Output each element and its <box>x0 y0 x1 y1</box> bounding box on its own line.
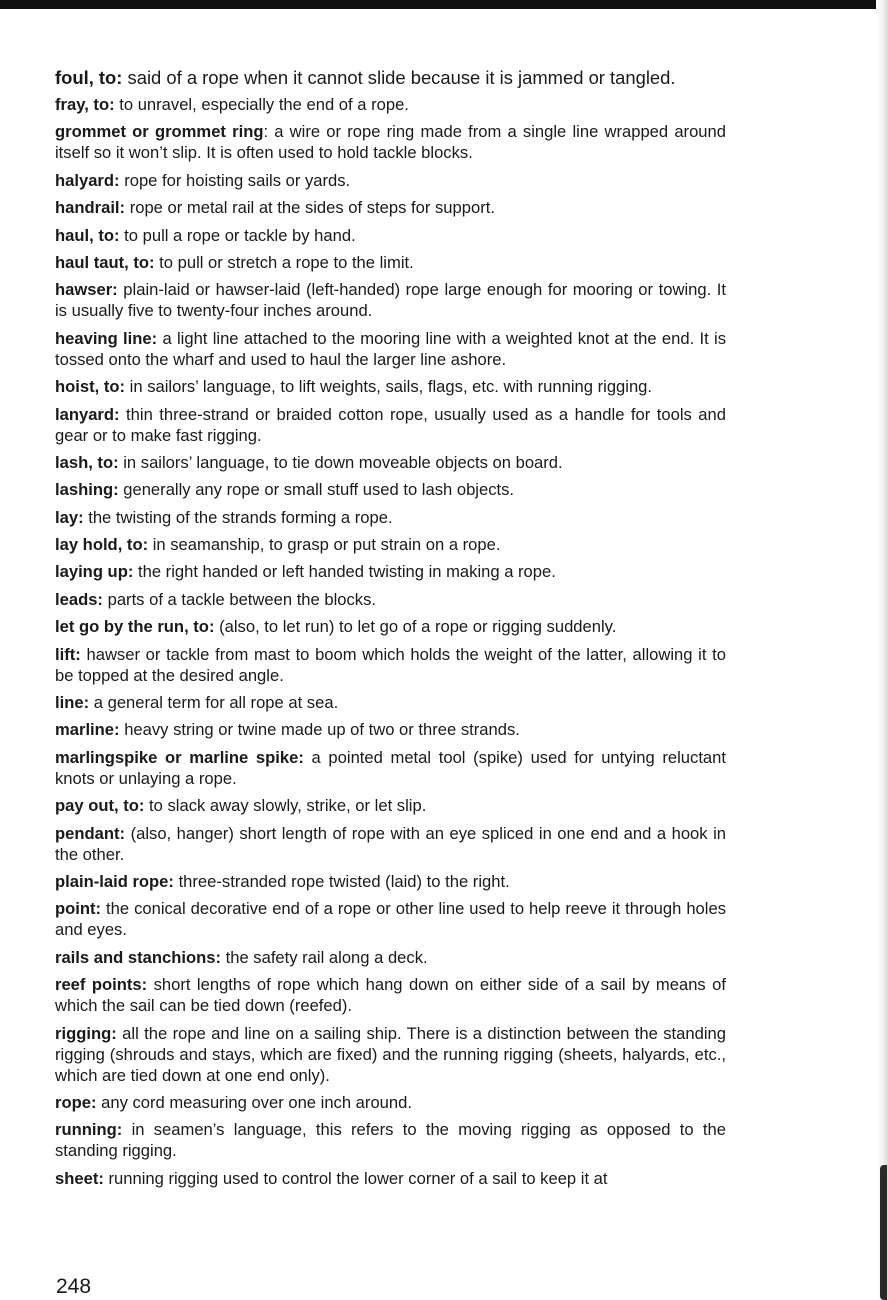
glossary-definition: said of a rope when it cannot slide because it is jammed or tangled. <box>127 67 676 88</box>
glossary-entry <box>55 507 726 528</box>
glossary-definition: in seamen’s language, this refers to the moving rigging as opposed to the standing rigging. <box>55 1120 726 1161</box>
glossary-definition: the twisting of the strands forming a rope. <box>88 507 393 527</box>
glossary-term: handrail: <box>55 198 126 218</box>
glossary-entry <box>55 225 726 246</box>
page-right-edge <box>876 0 888 1300</box>
glossary-entry <box>55 747 726 789</box>
glossary-definition: short lengths of rope which hang down on either side of a sail by means of which the sail can be tied down (reefed). <box>55 975 726 1016</box>
glossary-definition: running rigging used to control the lower corner of a sail to keep it at <box>108 1168 608 1188</box>
glossary-entry <box>55 279 726 321</box>
glossary-entry <box>55 947 726 968</box>
glossary-definition: to slack away slowly, strike, or let slip. <box>149 796 427 816</box>
glossary-definition: a light line attached to the mooring line with a weighted knot at the end. It is tossed onto the wharf and used to haul the larger line ashore. <box>55 328 726 369</box>
glossary-definition: in sailors’ language, to lift weights, sails, flags, etc. with running rigging. <box>129 377 653 397</box>
glossary-entry <box>55 452 726 473</box>
glossary-definition: in seamanship, to grasp or put strain on a rope. <box>152 535 501 555</box>
glossary-definition: all the rope and line on a sailing ship. There is a distinction between the standing rigging (shrouds and stays, which are fixed) and the running rigging (sheets, halyards, etc., which are tied down at one end only). <box>55 1023 726 1085</box>
glossary-definition: rope or metal rail at the sides of steps for support. <box>129 198 495 218</box>
glossary-term: marlingspike or marline spike: <box>55 747 304 767</box>
glossary-entry <box>55 534 726 555</box>
glossary-entry <box>55 644 726 686</box>
glossary-definition: in sailors’ language, to tie down moveable objects on board. <box>123 452 563 472</box>
glossary-term: heaving line: <box>55 328 158 348</box>
glossary-definition: : a wire or rope ring made from a single line wrapped around itself so it won’t slip. It is often used to hold tackle blocks. <box>55 122 726 163</box>
glossary-definition: parts of a tackle between the blocks. <box>107 589 377 609</box>
glossary-definition: a general term for all rope at sea. <box>93 693 339 713</box>
glossary-term: lashing: <box>55 480 119 500</box>
glossary-term: sheet: <box>55 1168 104 1188</box>
glossary-term: rope: <box>55 1092 97 1112</box>
glossary-term: lash, to: <box>55 452 119 472</box>
glossary-definition: the safety rail along a deck. <box>225 947 428 967</box>
glossary-entry <box>55 197 726 218</box>
glossary-entry <box>55 479 726 500</box>
page-number: 248 <box>56 1275 92 1298</box>
page-top-edge <box>0 0 888 9</box>
glossary-entry <box>55 328 726 370</box>
glossary-term: line: <box>55 693 90 713</box>
glossary-term: hawser: <box>55 280 118 300</box>
glossary-term: lift: <box>55 644 81 664</box>
glossary-entry <box>55 871 726 892</box>
glossary-term: haul taut, to: <box>55 252 155 272</box>
glossary-entry <box>55 404 726 446</box>
glossary-term: point: <box>55 899 102 919</box>
glossary-entry <box>55 66 726 90</box>
glossary-term: haul, to: <box>55 225 120 245</box>
glossary-entry <box>55 170 726 191</box>
glossary-term: foul, to: <box>55 67 123 88</box>
glossary-entry <box>55 898 726 940</box>
glossary-entry <box>55 1023 726 1086</box>
glossary-term: lay hold, to: <box>55 535 149 555</box>
glossary-entry <box>55 1119 726 1161</box>
glossary-definition: the conical decorative end of a rope or other line used to help reeve it through holes and eyes. <box>55 899 726 940</box>
glossary-term: marline: <box>55 720 120 740</box>
glossary-entry <box>55 376 726 397</box>
glossary-term: pendant: <box>55 823 126 843</box>
glossary-definition: plain-laid or hawser-laid (left-handed) rope large enough for mooring or towing. It is usually five to twenty-four inches around. <box>55 280 726 321</box>
glossary-term: let go by the run, to: <box>55 617 215 637</box>
glossary-term: grommet or grommet ring <box>55 122 264 142</box>
glossary-entry <box>55 121 726 163</box>
glossary-entry <box>55 1092 726 1113</box>
glossary-term: pay out, to: <box>55 796 145 816</box>
glossary-definition: to pull a rope or tackle by hand. <box>124 225 356 245</box>
glossary-definition: thin three-strand or braided cotton rope, usually used as a handle for tools and gear or to make fast rigging. <box>55 404 726 445</box>
glossary-term: fray, to: <box>55 95 115 114</box>
glossary-term: running: <box>55 1120 123 1140</box>
glossary-list <box>55 66 726 1195</box>
glossary-term: lay: <box>55 507 84 527</box>
glossary-term: halyard: <box>55 170 120 190</box>
glossary-entry <box>55 561 726 582</box>
glossary-entry <box>55 589 726 610</box>
glossary-entry <box>55 692 726 713</box>
glossary-entry <box>55 974 726 1016</box>
glossary-term: plain-laid rope: <box>55 871 174 891</box>
glossary-definition: rope for hoisting sails or yards. <box>124 170 351 190</box>
glossary-term: leads: <box>55 589 103 609</box>
glossary-entry <box>55 94 726 115</box>
glossary-definition: hawser or tackle from mast to boom which holds the weight of the latter, allowing it to be topped at the desired angle. <box>55 644 726 685</box>
glossary-definition: any cord measuring over one inch around. <box>101 1092 412 1112</box>
page-binding-shadow <box>880 1165 887 1300</box>
glossary-term: rigging: <box>55 1023 117 1043</box>
glossary-definition: (also, hanger) short length of rope with an eye spliced in one end and a hook in the other. <box>55 823 726 864</box>
glossary-entry <box>55 616 726 637</box>
glossary-definition: (also, to let run) to let go of a rope or rigging suddenly. <box>219 617 617 637</box>
glossary-entry <box>55 823 726 865</box>
glossary-definition: heavy string or twine made up of two or three strands. <box>124 720 520 740</box>
glossary-term: hoist, to: <box>55 377 126 397</box>
glossary-definition: the right handed or left handed twisting in making a rope. <box>137 562 556 582</box>
glossary-entry <box>55 795 726 816</box>
glossary-definition: a pointed metal tool (spike) used for untying reluctant knots or unlaying a rope. <box>55 747 726 788</box>
glossary-term: rails and stanchions: <box>55 947 221 967</box>
glossary-term: reef points: <box>55 975 148 995</box>
glossary-term: laying up: <box>55 562 134 582</box>
glossary-definition: to pull or stretch a rope to the limit. <box>159 252 414 272</box>
glossary-entry <box>55 252 726 273</box>
glossary-definition: three-stranded rope twisted (laid) to the right. <box>178 871 510 891</box>
glossary-entry <box>55 1168 726 1189</box>
glossary-term: lanyard: <box>55 404 120 424</box>
glossary-entry <box>55 719 726 740</box>
glossary-definition: to unravel, especially the end of a rope. <box>119 95 409 114</box>
glossary-definition: generally any rope or small stuff used to lash objects. <box>123 480 515 500</box>
